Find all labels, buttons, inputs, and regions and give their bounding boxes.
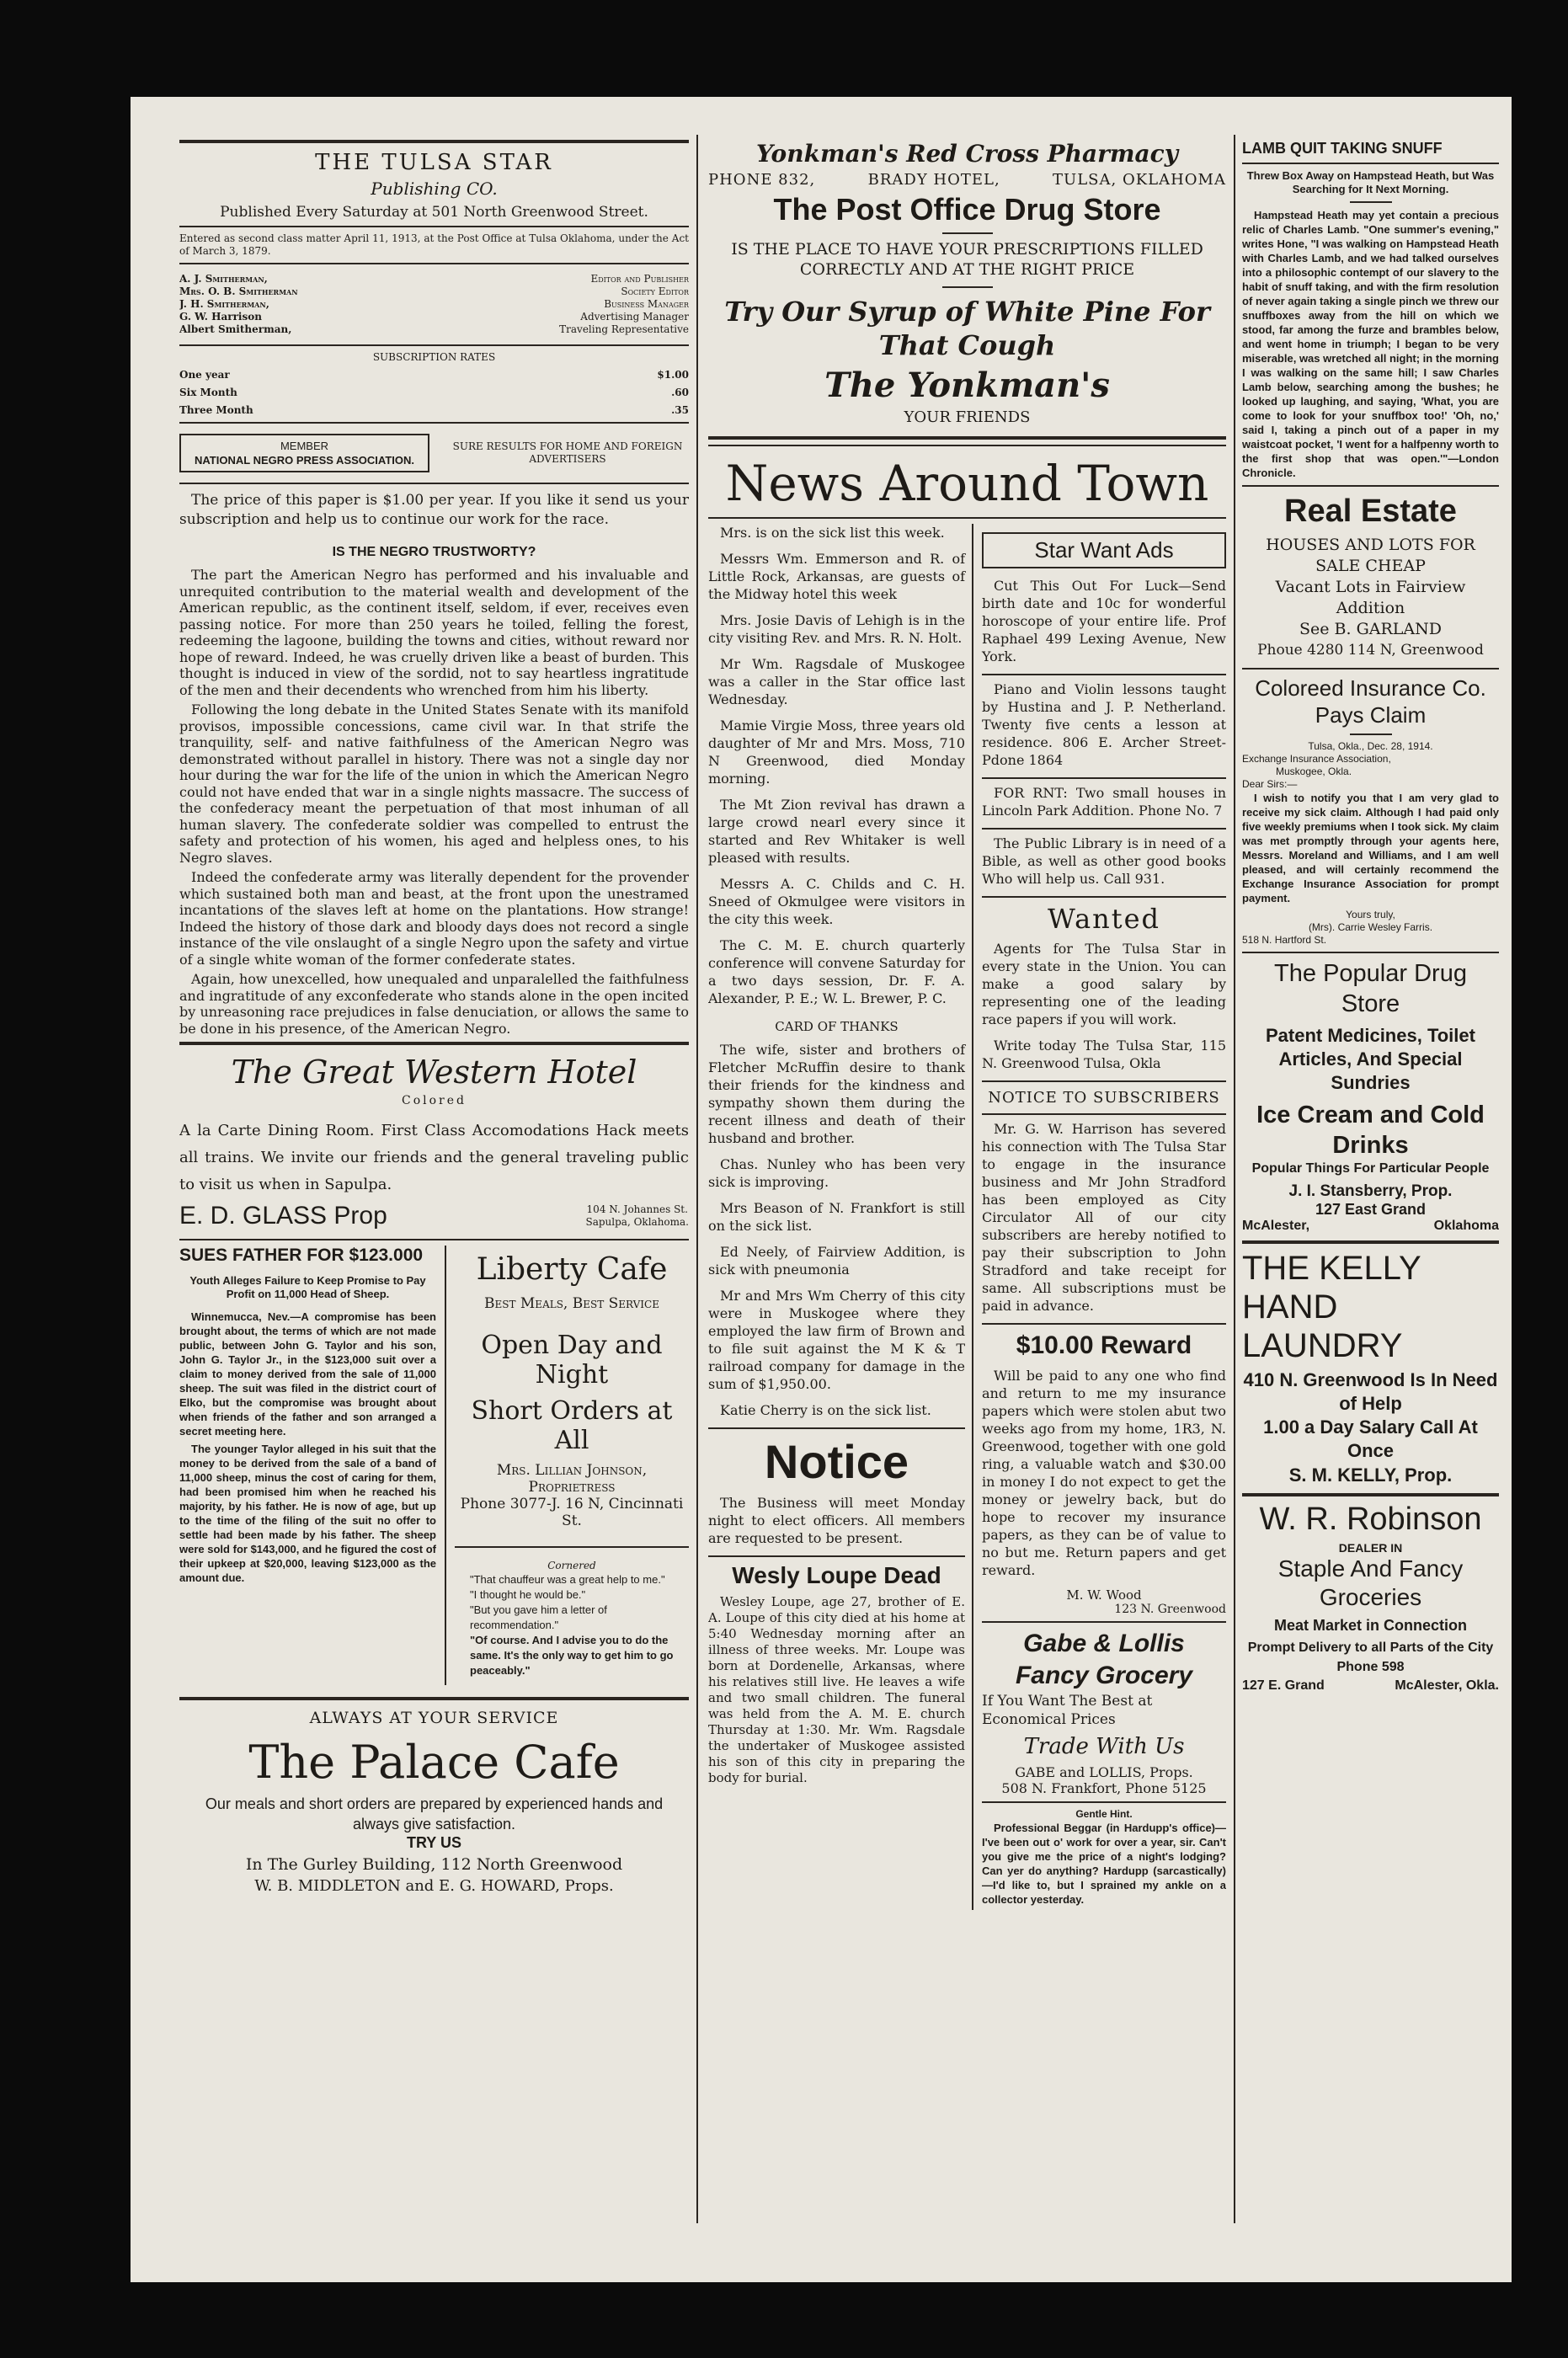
news-item: Mamie Virgie Moss, three years old daughter of Mr and Mrs. Moss, 710 N Greenwood, died Monday morning. bbox=[708, 718, 965, 787]
rule bbox=[982, 777, 1226, 779]
rule bbox=[982, 1801, 1226, 1803]
news-item: Mrs. is on the sick list this week. bbox=[720, 525, 945, 541]
rule bbox=[708, 445, 1226, 446]
rule bbox=[179, 483, 689, 484]
editorial-para: Following the long debate in the United States Senate with its manifold provisos, impossible concessions, came civil war. In that strife the tranquility, self- and native faithfulness of the American Negro was demonstrated without parallel in history. There was not a single day nor hour during the war for the life of the union in which the American Negro could not have ended that war in a single nights massacre. The success of the confederacy meant the perpetuation of that most inhuman of all human slavery. The confederate soldier was compelled to entrust the safety and protection of his women, his aged and helpless ones, to his Negro slaves. bbox=[179, 702, 689, 866]
snuff-body: Hampstead Heath may yet contain a precious relic of Charles Lamb. "One summer's evening," writes Hone, "I was walking on Hampstead Heath with Charles Lamb, and we had talked ourselves into a philosophic contempt of our slavery to the habit of snuff taking, and with the firm resolution of never again taking a single pinch we threw our snuffboxes away from the hill on which we stood, far among the furze and brambles below, and went home in triumph; I began to be very miserable, was wretched all night; in the morning I was walking on the same hill; I saw Charles Lamb below, searching among the bushes; he looked up laughing, and saying, 'What, you are come to look for your snuffbox too!' 'Oh, no,' said I, taking a pinch out of a paper in my waistcoat pocket, 'I went for a halfpenny worth to the first shop that was open.'"—London Chronicle. bbox=[1242, 209, 1499, 479]
want-ad: The Public Library is in need of a Bible, as well as other good books Who will help us. Call 931. bbox=[982, 835, 1226, 887]
news-item: Ed Neely, of Fairview Addition, is sick with pneumonia bbox=[708, 1244, 965, 1278]
palace-title: The Palace Cafe bbox=[248, 1736, 620, 1789]
notice-title: Notice bbox=[764, 1435, 909, 1488]
rates-title: SUBSCRIPTION RATES bbox=[372, 351, 496, 363]
sues-deck: Youth Alleges Failure to Keep Promise to Pay Profit on 11,000 Head of Sheep. bbox=[189, 1274, 426, 1300]
sure-results: SURE RESULTS FOR HOME AND FOREIGN ADVERTISERS bbox=[452, 440, 683, 465]
rule bbox=[982, 828, 1226, 830]
snuff-deck: Threw Box Away on Hampstead Heath, but Was Searching for It Next Morning. bbox=[1246, 169, 1495, 195]
rule bbox=[1242, 485, 1499, 487]
hotel-prop: E. D. GLASS Prop bbox=[179, 1202, 387, 1230]
wanted-title: Wanted bbox=[1047, 903, 1161, 935]
rule bbox=[1242, 1493, 1499, 1496]
rates-list: One year $1.00 Six Month .60 Three Month .35 bbox=[179, 369, 689, 416]
news-item: Messrs Wm. Emmerson and R. of Little Rock, Arkansas, are guests of the Midway hotel this week bbox=[708, 551, 965, 602]
hotel-title: The Great Western Hotel bbox=[231, 1054, 637, 1091]
rule bbox=[1242, 1240, 1499, 1244]
rule bbox=[179, 422, 689, 424]
hotel-sub: Colored bbox=[402, 1094, 467, 1107]
rule bbox=[1242, 952, 1499, 953]
cornered-item: Cornered "That chauffeur was a great help to me." "I thought he would be." "But you gave him a letter of recommendation." "Of course. And I advise you to do the same. It's the only way to get him to go peaceably." bbox=[470, 1560, 674, 1677]
news-item: Katie Cherry is on the sick list. bbox=[720, 1402, 931, 1418]
rule bbox=[942, 286, 993, 288]
rule bbox=[179, 344, 689, 346]
drug-title: The Popular Drug Store bbox=[1274, 960, 1467, 1017]
newspaper-page bbox=[131, 97, 1512, 2282]
rule bbox=[982, 1323, 1226, 1325]
reward-body: Will be paid to any one who find and return to me my insurance papers which were stolen abut two weeks ago from my home, 1R3, N. Greenwood, together with one gold ring, a valuable watch and $30.00 in money I do not expect to get the money or jewelry back, but do hope to recover my insurance papers, as they can be of value to no but me. Return papers and get reward. bbox=[982, 1368, 1226, 1578]
rule bbox=[982, 896, 1226, 898]
rule bbox=[179, 226, 689, 227]
news-item: Mr Wm. Ragsdale of Muskogee was a caller in the Star office last Wednesday. bbox=[708, 656, 965, 707]
liberty-title: Liberty Cafe bbox=[476, 1252, 668, 1287]
news-item: The C. M. E. church quarterly conference will convene Saturday for a two days session, Dr. F. A. Alexander, P. E.; W. L. Brewer, P. C. bbox=[708, 937, 965, 1006]
news-column bbox=[708, 524, 972, 1910]
column-rule bbox=[1234, 135, 1235, 2223]
editorial-para: The part the American Negro has performed and his invaluable and unrequited contribution to the material wealth and development of the American republic, as the continent itself, seldom, if ever, receives even passing notice. For more than 250 years he toiled, felling the forest, redeeming the lagoone, building the towns and cities, without reward nor hope of reward. Indeed, he was cruelly driven like a beast of burden. This thought is induced in view of the sordid, not to say heartless ingratitude of the men and their decendents who wrenched from him his liberty. bbox=[179, 567, 689, 698]
insurance-title: Coloreed Insurance Co. Pays Claim bbox=[1255, 675, 1486, 728]
column-rule bbox=[696, 135, 698, 2223]
pharmacy-ad: Yonkman's Red Cross Pharmacy PHONE 832, BRADY HOTEL, TULSA, OKLAHOMA The Post Office Drug Store IS THE PLACE TO HAVE YOUR PRESCRIPTIONS FILLED CORRECTLY AND AT THE RIGHT PRICE Try Our Syrup of White Pine For That Cough The Yonkman's YOUR FRIENDS bbox=[708, 140, 1226, 426]
price-note: The price of this paper is $1.00 per year. If you like it send us your subscription and help us to continue our work for the race. bbox=[179, 492, 689, 528]
pharmacy-name: Yonkman's Red Cross Pharmacy bbox=[756, 140, 1178, 168]
rule bbox=[708, 1427, 965, 1429]
column-center: Yonkman's Red Cross Pharmacy PHONE 832, BRADY HOTEL, TULSA, OKLAHOMA The Post Office Drug Store IS THE PLACE TO HAVE YOUR PRESCRIPTIONS FILLED CORRECTLY AND AT THE RIGHT PRICE Try Our Syrup of White Pine For That Cough The Yonkman's YOUR FRIENDS News Around Town Mrs. is on the sick list this week. Messrs Wm. Emmerson and R. of Little Rock, Arkansas, are guests of the Midway hotel this week Mrs. Josie Davis of Lehigh is in the city visiting Rev. and Mrs. R. N. Holt. Mr Wm. Ragsdale of Muskogee was a caller in the Star office last Wednesday. Mamie Virgie Moss, three years old daughter of Mr and Mrs. Moss, 710 N Greenwood, died Monday morning. The Mt Zion revival has drawn a large crowd nearl every since it started and Rev Whitaker is well pleased with results. Messrs A. C. Childs and C. H. Sneed of Okmulgee were visitors in the city this week. The C. M. E. church quarterly conference will convene Saturday for a two days session, Dr. F. A. Alexander, P. E.; W. L. Brewer, P. C. CARD OF THANKS The wife, sister and brothers of Fletcher McRuffin desire to thank their friends for the kindness and sympathy shown them during the recent illness and death of their husband and brother. Chas. Nunley who has been very sick is improving. Mrs Beason of N. Frankfort is still on the sick list. Ed Neely, of Fairview Addition, is sick with pneumonia Mr and Mrs Wm Cherry of this city were in Muskogee where they employed the law firm of Brown and to file suit against the M K & T railroad company for damage in the sum of $1,950.00. Katie Cherry is on the sick list. Notice The Business will meet Monday night to elect officers. All members are requested to be present. Wesly Loupe Dead Wesley Loupe, age 27, brother of E. A. Loupe of this city died at his home at 5:40 Wednesday morning after an illness of three weeks. Mr. Loupe was born at Dordenelle, Arkansas, where his relatives still live. He leaves a wife and two small children. The funeral was held from the A. M. E. church Thursday at 1:30. Mr. Wm. Ragsdale the undertaker of Muskogee assisted his son of this city in preparing the body for burial. Star Want Ads Cut This Out For Luck—Send birth date and 10c for wonderful horoscope of your entire life. Prof Raphael 499 Lexing Avenue, New York. Piano and Violin lessons taught by Hustina and J. P. Netherland. Twenty five cents a lesson at residence. 806 E. Archer Street- Pdone 1864 FOR RNT: Two small houses in Lincoln Park Addition. Phone No. 7 The Public Library is in need of a Bible, as well as other good books Who will help us. Call 931. Wanted Agents for The Tulsa Star in every state in the Union. You can make a good salary by representing one of the leading race papers if you will work. Write today The Tulsa Star, 115 N. Greenwood Tulsa, Okla NOTICE TO SUBSCRIBERS Mr. G. W. Harrison has severed his connection with The Tulsa Star to engage in the insurance business and Mr John Stradford has been employed as City Circulator All of our city subscribers are hereby notified to pay their subscription to John Stradford and take receipt for same. All subscriptions must be paid in advance. $10.00 Reward Will be paid to any one who find and return to me my insurance papers which were stolen abut two weeks ago from my home, 1R3, N. Greenwood, together with one gold ring, a valuable watch and $30.00 in money I do not expect to get the money or jewelry back, but do hope to recover my insurance papers, as they can be of value to no but me. Return papers and get reward. M. W. Wood 123 N. Greenwood Gabe & Lollis Fancy Grocery If You Want The Best at Economical Prices Trade With Us GABE and LOLLIS, Props. 508 N. Frankfort, Phone 5125 Gentle Hint. Professional Beggar (in Hardupp's office)—I've been out o' work for over a year, sir. Can't you give me the price of a night's lodging? Can yer do anything? Hardupp (sarcastically)—I'd like to, but I sprained my ankle on a collector yesterday. bbox=[708, 135, 1226, 1910]
news-item: Mrs Beason of N. Frankfort is still on the sick list. bbox=[708, 1200, 965, 1234]
rule bbox=[942, 232, 993, 234]
hint-body: Professional Beggar (in Hardupp's office)—I've been out o' work for over a year, sir. Can't you give me the price of a night's lodging? Can yer do anything? Hardupp (sarcastically)—I'd like to, but I sprained my ankle on a collector yesterday. bbox=[982, 1822, 1226, 1906]
hotel-ad: The Great Western Hotel Colored A la Carte Dining Room. First Class Accomodations Hack meets all trains. We invite our friends and the general traveling public to visit us when in Sapulpa. E. D. GLASS Prop 104 N. Johannes St. Sapulpa, Oklahoma. bbox=[179, 1054, 689, 1230]
rule bbox=[982, 1113, 1226, 1115]
rule bbox=[455, 1546, 689, 1548]
sues-article: SUES FATHER FOR $123.000 Youth Alleges Failure to Keep Promise to Pay Profit on 11,000 Head of Sheep. Winnemucca, Nev.—A compromise has been brought about, the terms of which are not made public, between John G. Taylor and his son, John G. Taylor Jr., in the $123,000 suit over a claim to money derived from the sale of 11,000 sheep. The suit was filed in the district court of Elko, but the compromise was brought about when friends of the father and son arranged a secret meeting here. The younger Taylor alleged in his suit that the money to be derived from the sale of a band of 11,000 sheep, minus the cost of caring for them, had been promised him when he reached his majority, by his father. He is now of age, but up to the time of the filing of the suit no offer to settle had been made by his father. The sheep were sold for $143,000, and he figured the cost of their upkeep at $20,000, leaving $123,000 as the amount due. bbox=[179, 1246, 436, 1584]
member-box: MEMBER NATIONAL NEGRO PRESS ASSOCIATION. bbox=[179, 434, 429, 472]
insurance-article: Coloreed Insurance Co. Pays Claim Tulsa, Okla., Dec. 28, 1914. Exchange Insurance Association, Muskogee, Okla. Dear Sirs:— I wish to notify you that I am very glad to receive my sick claim. Although I had paid only five weekly premiums when I took sick. My claim was met promptly through your agents here, Messrs. Moreland and Williams, and I am well pleased, and will certainly recommend the Exchange Insurance Association for prompt payment. Yours truly, (Mrs). Carrie Wesley Farris. 518 N. Hartford St. bbox=[1242, 675, 1499, 946]
editorial-para: Indeed the confederate army was literally dependent for the provender which sustained both man and beast, at the front upon the unestramed incantations of the slaves left at home on the plantations. How strange! Indeed the history of those dark and bloody days does not record a single instance of the vile onslaught of a single Negro upon the safety and virtue of a single white woman of the former confederate states. bbox=[179, 869, 689, 968]
robinson-ad: W. R. Robinson DEALER IN Staple And Fancy Groceries Meat Market in Connection Prompt Delivery to all Parts of the City Phone 598 127 E. Grand McAlester, Okla. bbox=[1242, 1502, 1499, 1693]
want-ad: Piano and Violin lessons taught by Hustina and J. P. Netherland. Twenty five cents a lesson at residence. 806 E. Archer Street- Pdone 1864 bbox=[982, 681, 1226, 768]
column-left bbox=[179, 135, 689, 1895]
grocery-title: Gabe & Lollis bbox=[1023, 1630, 1185, 1657]
rule bbox=[179, 1042, 689, 1045]
masthead-publisher: Publishing CO. bbox=[371, 179, 498, 199]
want-ads-title: Star Want Ads bbox=[982, 532, 1226, 568]
want-ad: Cut This Out For Luck—Send birth date and 10c for wonderful horoscope of your entire life. Prof Raphael 499 Lexing Avenue, New York. bbox=[982, 578, 1226, 664]
rule bbox=[179, 140, 689, 143]
palace-ad: ALWAYS AT YOUR SERVICE The Palace Cafe Our meals and short orders are prepared by experienced hands and always give satisfaction. TRY US In The Gurley Building, 112 North Greenwood W. B. MIDDLETON and E. G. HOWARD, Props. bbox=[179, 1709, 689, 1895]
news-item: Mrs. Josie Davis of Lehigh is in the city visiting Rev. and Mrs. R. N. Holt. bbox=[708, 612, 965, 646]
editorial-title: IS THE NEGRO TRUSTWORTY? bbox=[332, 545, 536, 559]
kelly-title: THE KELLY HAND LAUNDRY bbox=[1242, 1250, 1421, 1364]
column-right bbox=[1242, 135, 1499, 1694]
rule bbox=[179, 263, 689, 264]
snuff-title: LAMB QUIT TAKING SNUFF bbox=[1242, 140, 1443, 157]
rule bbox=[982, 1080, 1226, 1082]
editorial-para: Again, how unexcelled, how unequaled and unparalelled the faithfulness and ingratitude of any exconfederate who stands alone in the open incited by unreasoning race prejudices in false denuciation, or allows the same to be done in his presence, of the American Negro. bbox=[179, 971, 689, 1037]
pharmacy-title: The Post Office Drug Store bbox=[773, 192, 1161, 227]
want-ad: FOR RNT: Two small houses in Lincoln Park Addition. Phone No. 7 bbox=[982, 785, 1226, 819]
rule bbox=[1242, 668, 1499, 670]
rule bbox=[179, 1697, 689, 1700]
masthead-title: THE TULSA STAR bbox=[315, 150, 553, 175]
news-title: News Around Town bbox=[725, 455, 1209, 512]
thanks-body: The wife, sister and brothers of Fletcher McRuffin desire to thank their friends for the kindness and sympathy shown them during the recent illness and death of their husband and brother. bbox=[708, 1042, 965, 1146]
masthead-published: Published Every Saturday at 501 North Greenwood Street. bbox=[220, 204, 648, 221]
subscribers-body: Mr. G. W. Harrison has severed his connection with The Tulsa Star to engage in the insurance business and Mr John Stradford has been employed as City Circulator All of our city subscribers are hereby notified to pay their subscription to John Stradford and take receipt for same. All subscriptions must be paid in advance. bbox=[982, 1121, 1226, 1314]
rule bbox=[1350, 734, 1392, 735]
drug-store-ad: The Popular Drug Store Patent Medicines, Toilet Articles, And Special Sundries Ice Cream and Cold Drinks Popular Things For Particular People J. I. Stansberry, Prop. 127 East Grand McAlester, Oklahoma bbox=[1242, 960, 1499, 1233]
news-item: Messrs A. C. Childs and C. H. Sneed of Okmulgee were visitors in the city this week. bbox=[708, 876, 965, 927]
news-item: The Mt Zion revival has drawn a large crowd nearl every since it started and Rev Whitaker is well pleased with results. bbox=[708, 797, 965, 866]
news-item: Mr and Mrs Wm Cherry of this city were in Muskogee where they employed the law firm of Brown and to file suit against the M K & T railroad company for damage in the sum of $1,950.00. bbox=[708, 1288, 965, 1392]
thanks-title: CARD OF THANKS bbox=[775, 1019, 899, 1034]
real-estate-ad: Real Estate HOUSES AND LOTS FOR SALE CHEAP Vacant Lots in Fairview Addition See B. GARLAND Phoue 4280 114 N, Greenwood bbox=[1242, 493, 1499, 661]
sues-title: SUES FATHER FOR $123.000 bbox=[179, 1246, 424, 1265]
reward-title: $10.00 Reward bbox=[1016, 1331, 1192, 1359]
staff-list: A. J. Smitherman, Editor and Publisher Mrs. O. B. Smitherman Society Editor J. H. Smitherman, Business Manager G. W. Harrison Advertising Manager Albert Smitherman, Traveling Representative bbox=[179, 273, 689, 335]
hint-title: Gentle Hint. bbox=[1075, 1808, 1133, 1820]
rule bbox=[1242, 163, 1499, 164]
notice-body: The Business will meet Monday night to elect officers. All members are requested to be present. bbox=[708, 1495, 965, 1546]
liberty-ad: Liberty Cafe Best Meals, Best Service Open Day and Night Short Orders at All Mrs. Lillian Johnson, Proprietress Phone 3077-J. 16 N, Cincinnati St. bbox=[455, 1252, 689, 1529]
real-estate-title: Real Estate bbox=[1284, 493, 1457, 529]
loupe-title: Wesly Loupe Dead bbox=[732, 1562, 941, 1588]
kelly-laundry-ad: THE KELLY HAND LAUNDRY 410 N. Greenwood Is In Need of Help 1.00 a Day Salary Call At Once S. M. KELLY, Prop. bbox=[1242, 1250, 1498, 1486]
subscribers-title: NOTICE TO SUBSCRIBERS bbox=[988, 1089, 1220, 1107]
rule bbox=[708, 517, 1226, 519]
news-item: Chas. Nunley who has been very sick is improving. bbox=[708, 1156, 965, 1190]
rule bbox=[708, 1555, 965, 1557]
rule bbox=[982, 674, 1226, 675]
masthead-entered: Entered as second class matter April 11, 1913, at the Post Office at Tulsa Oklahoma, under the Act of March 3, 1879. bbox=[179, 232, 689, 257]
hotel-body: A la Carte Dining Room. First Class Accomodations Hack meets all trains. We invite our friends and the general traveling public to visit us when in Sapulpa. bbox=[179, 1122, 689, 1193]
loupe-body: Wesley Loupe, age 27, brother of E. A. Loupe of this city died at his home at 5:40 Wednesday morning after an illness of three weeks. Mr. Loupe was born at Dordenelle, Arkansas, where his relatives still live. He leaves a wife and two small children. The funeral was held from the A. M. E. church Thursday at 1:30. Mr. Wm. Ragsdale the undertaker of Muskogee assisted his son of this city in preparing the body for burial. bbox=[708, 1594, 965, 1785]
rule bbox=[1350, 201, 1392, 203]
robinson-title: W. R. Robinson bbox=[1259, 1502, 1482, 1537]
rule bbox=[708, 436, 1226, 440]
rule bbox=[982, 1621, 1226, 1623]
